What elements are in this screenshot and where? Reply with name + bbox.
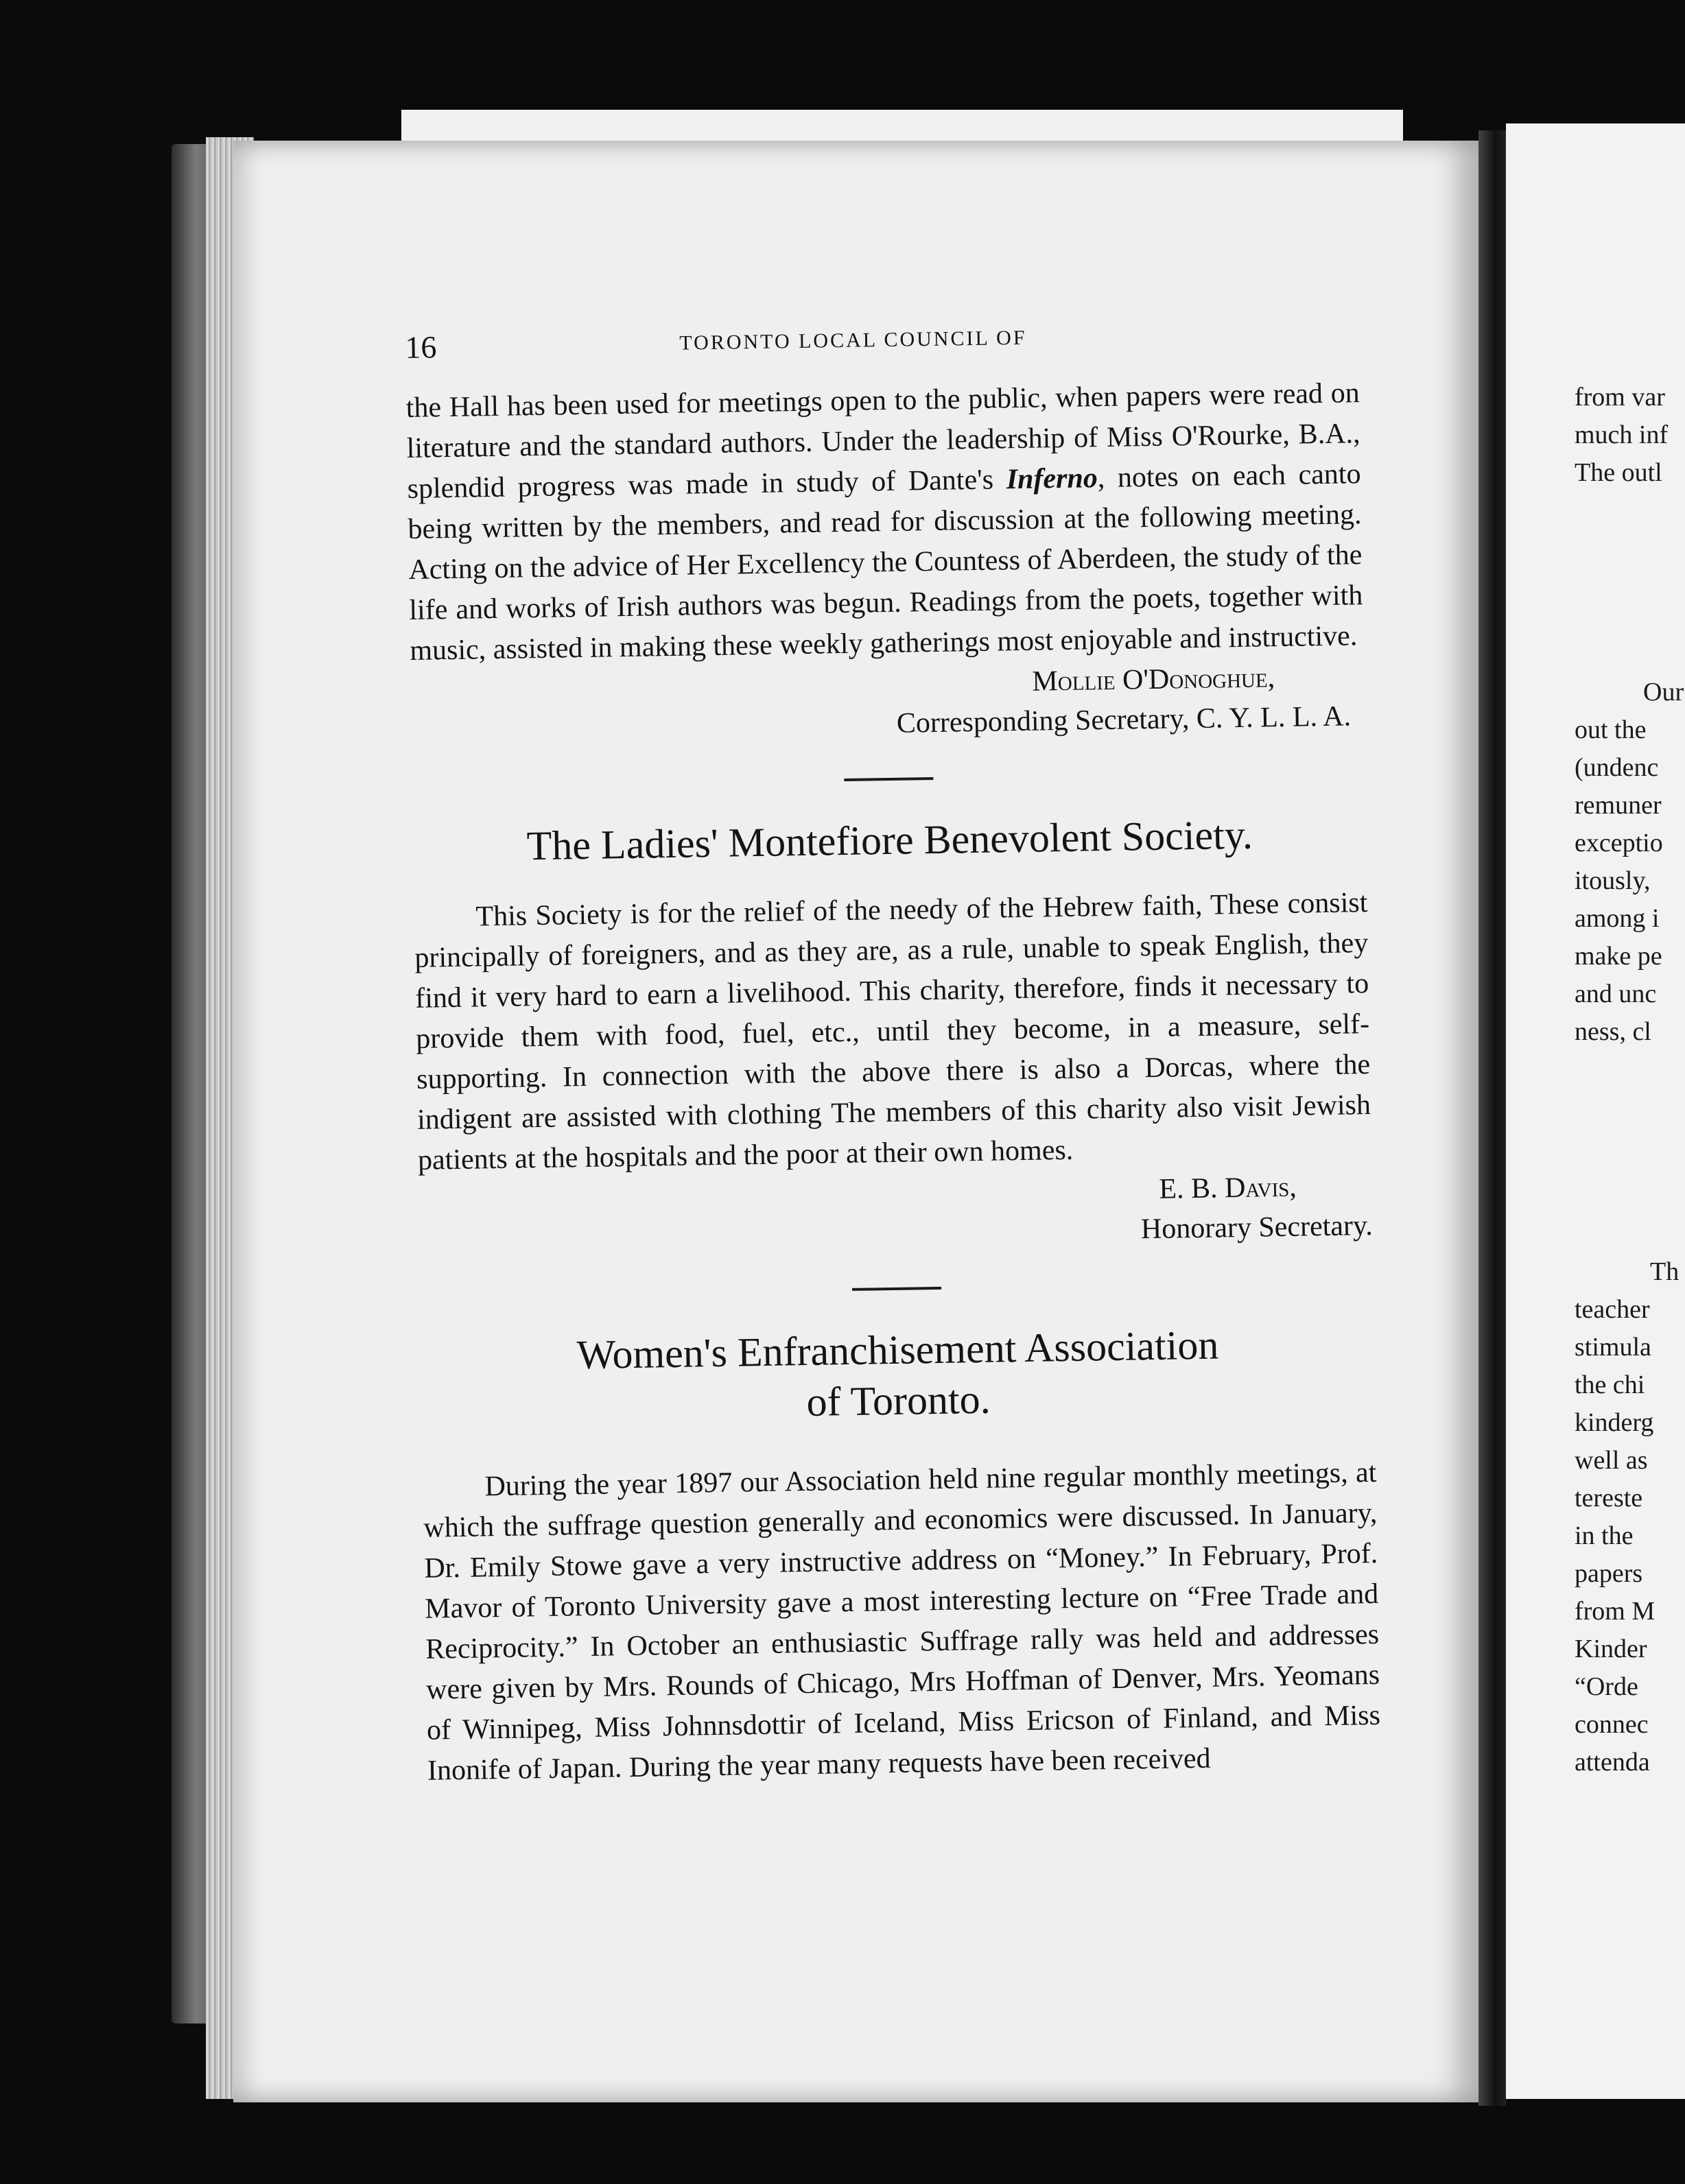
right-page-line: Th — [1650, 1257, 1680, 1286]
right-page-line: make pe — [1575, 942, 1662, 971]
montefiore-paragraph: This Society is for the relief of the needy of the Hebrew faith, These consist principally of foreigners, and as they are, as a rule, unable to speak English, they find it very hard to earn a livelihood. This charity, therefore, finds it necessary to provide them with food, fuel, etc., until they become, in a measure, self-supporting. In connection with the above there is also a Dorcas, where the indigent are assisted with clothing The members of this charity also visit Jewish patients at the hospitals and the poor at their own homes. — [414, 887, 1371, 1176]
right-page-line: out the — [1575, 715, 1647, 744]
right-page-line: connec — [1575, 1710, 1649, 1739]
right-page-line: in the — [1575, 1521, 1634, 1550]
right-page-line: much inf — [1575, 420, 1669, 449]
book-gutter — [1478, 130, 1506, 2106]
right-page-line: itously, — [1575, 866, 1651, 895]
section-cyla-report — [405, 373, 1365, 751]
right-page-line: teacher — [1575, 1295, 1650, 1324]
right-page-line: (undenc — [1575, 753, 1659, 782]
right-page-line: ness, cl — [1575, 1017, 1651, 1046]
section-divider — [852, 1287, 941, 1291]
page-content — [405, 314, 1381, 1792]
right-page-line: Kinder — [1575, 1635, 1647, 1663]
signature-role: Corresponding Secretary, C. Y. L. L. A. — [896, 700, 1352, 739]
right-page-line: exceptio — [1575, 829, 1663, 857]
section-heading-line2: of Toronto. — [806, 1376, 991, 1425]
cyla-paragraph — [405, 373, 1363, 672]
section-montefiore — [412, 807, 1373, 1261]
right-page-line: remuner — [1575, 791, 1662, 820]
cyla-paragraph-part1: the Hall has been used for meetings open to the public, when papers were read on literature and the standard authors. Under the leadership of Miss O'Rourke, B.A., splendid progress was made in study of Dante's — [405, 377, 1360, 505]
cyla-paragraph-part2: , notes on each canto being written by the members, and read for discussion at the following meeting. Acting on the advice of Her Excellency the Countess of Aberdeen, the study of the life and works of Irish authors was begun. Readings from the poets, together with music, assisted in making these weekly gatherings most enjoyable and instructive. — [408, 458, 1363, 667]
right-page-line: “Orde — [1575, 1672, 1638, 1701]
right-page-line: kinderg — [1575, 1408, 1654, 1437]
right-page-line: well as — [1575, 1446, 1648, 1475]
section-divider — [844, 777, 933, 781]
right-page-line: from M — [1575, 1597, 1655, 1626]
right-page-line: from var — [1575, 383, 1665, 412]
section-heading — [421, 1317, 1376, 1434]
section-womens-enfranchisement — [421, 1317, 1381, 1792]
right-page-line: tereste — [1575, 1484, 1643, 1512]
inferno-title: Inferno — [1006, 462, 1098, 496]
right-page-line: papers — [1575, 1559, 1643, 1588]
right-page-line: Our — [1643, 678, 1684, 707]
right-page-line: the chi — [1575, 1370, 1645, 1399]
right-page — [1506, 123, 1685, 2099]
page-number: 16 — [405, 329, 437, 365]
right-page-line: among i — [1575, 904, 1660, 933]
signature-name: E. B. Davis, — [1159, 1171, 1297, 1205]
right-page-line: The outl — [1575, 458, 1662, 487]
signature-role: Honorary Secretary. — [1140, 1210, 1374, 1246]
right-page-line: attenda — [1575, 1748, 1650, 1777]
section-heading: The Ladies' Montefiore Benevolent Society. — [526, 811, 1253, 869]
signature-name: Mollie O'Donoghue, — [1032, 662, 1275, 698]
right-page-line: and unc — [1575, 980, 1657, 1008]
section-heading-line1: Women's Enfranchisement Association — [576, 1322, 1219, 1378]
enfranchisement-paragraph: During the year 1897 our Association held nine regular monthly meetings, at which the suffrage question generally and economics were discussed. In January, Dr. Emily Stowe gave a very instructive address on “Money.” In February, Prof. Mavor of Toronto University gave a most interesting lecture on “Free Trade and Reciprocity.” In October an enthusiastic Suffrage rally was held and addresses were given by Mrs. Rounds of Chicago, Mrs Hoffman of Denver, Mrs. Yeomans of Winnipeg, Miss Johnnsdottir of Iceland, Miss Ericson of Finland, and Miss Inonife of Japan. During the year many requests have been received — [423, 1456, 1381, 1787]
running-head-title: TORONTO LOCAL COUNCIL OF — [679, 326, 1027, 355]
right-page-line: stimula — [1575, 1333, 1651, 1362]
